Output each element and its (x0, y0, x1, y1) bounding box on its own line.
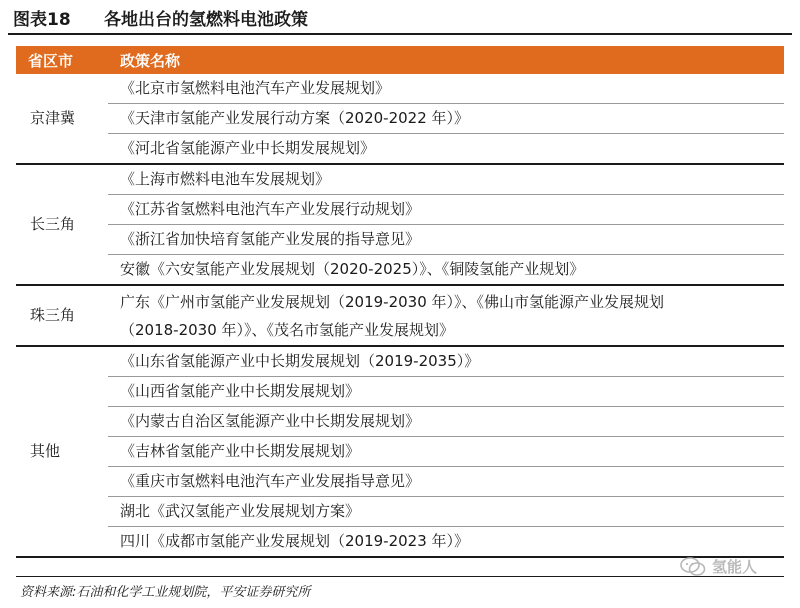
table-row (16, 437, 784, 467)
policy-cell: 《浙江省加快培育氢能产业发展的指导意见》 (108, 225, 784, 255)
policy-line: （2018-2030 年）》、《茂名市氢能产业发展规划》 (120, 321, 455, 339)
policy-table (16, 46, 784, 558)
figure-header (8, 0, 792, 34)
column-header-policy: 政策名称 (108, 46, 784, 74)
figure-number: 图表18 (13, 10, 71, 30)
header-rule (8, 33, 792, 35)
policy-cell: 四川《成都市氢能产业发展规划（2019-2023 年）》 (108, 527, 784, 558)
column-header-region: 省区市 (16, 46, 108, 74)
table-row (16, 527, 784, 558)
policy-cell: 《北京市氢燃料电池汽车产业发展规划》 (108, 74, 784, 104)
policy-cell: 《天津市氢能产业发展行动方案（2020-2022 年）》 (108, 104, 784, 134)
policy-cell: 《重庆市氢燃料电池汽车产业发展指导意见》 (108, 467, 784, 497)
region-cell: 其他 (16, 346, 108, 557)
policy-cell: 《上海市燃料电池车发展规划》 (108, 164, 784, 195)
policy-cell: 《山西省氢能产业中长期发展规划》 (108, 377, 784, 407)
table-row (16, 377, 784, 407)
policy-cell: 《江苏省氢燃料电池汽车产业发展行动规划》 (108, 195, 784, 225)
table-row (16, 195, 784, 225)
table-row (16, 104, 784, 134)
policy-cell: 安徽《六安氢能产业发展规划（2020-2025）》、《铜陵氢能产业规划》 (108, 255, 784, 286)
table-row (16, 467, 784, 497)
table-header-row (16, 46, 784, 74)
policy-line: 广东《广州市氢能产业发展规划（2019-2030 年）》、《佛山市氢能源产业发展规划 (120, 293, 665, 311)
region-cell: 京津冀 (16, 74, 108, 164)
table-row (16, 255, 784, 286)
policy-cell: 《山东省氢能源产业中长期发展规划（2019-2035）》 (108, 346, 784, 377)
region-cell: 珠三角 (16, 285, 108, 346)
footer-rule (16, 576, 784, 577)
policy-cell: 《内蒙古自治区氢能源产业中长期发展规划》 (108, 407, 784, 437)
policy-cell (108, 285, 784, 346)
wechat-logo-icon (680, 557, 706, 577)
policy-cell: 《河北省氢能源产业中长期发展规划》 (108, 134, 784, 165)
table-row (16, 134, 784, 165)
table-row (16, 497, 784, 527)
table-row (16, 74, 784, 104)
table-row (16, 164, 784, 195)
region-cell: 长三角 (16, 164, 108, 285)
watermark-text: 氢能人 (712, 558, 758, 576)
table-row (16, 346, 784, 377)
policy-cell: 《吉林省氢能产业中长期发展规划》 (108, 437, 784, 467)
figure-title: 各地出台的氢燃料电池政策 (104, 10, 308, 30)
watermark (680, 556, 757, 577)
table-row (16, 407, 784, 437)
policy-cell: 湖北《武汉氢能产业发展规划方案》 (108, 497, 784, 527)
table-row (16, 225, 784, 255)
source-note: 资料来源:石油和化学工业规划院，平安证券研究所 (20, 585, 311, 600)
table-row (16, 285, 784, 346)
